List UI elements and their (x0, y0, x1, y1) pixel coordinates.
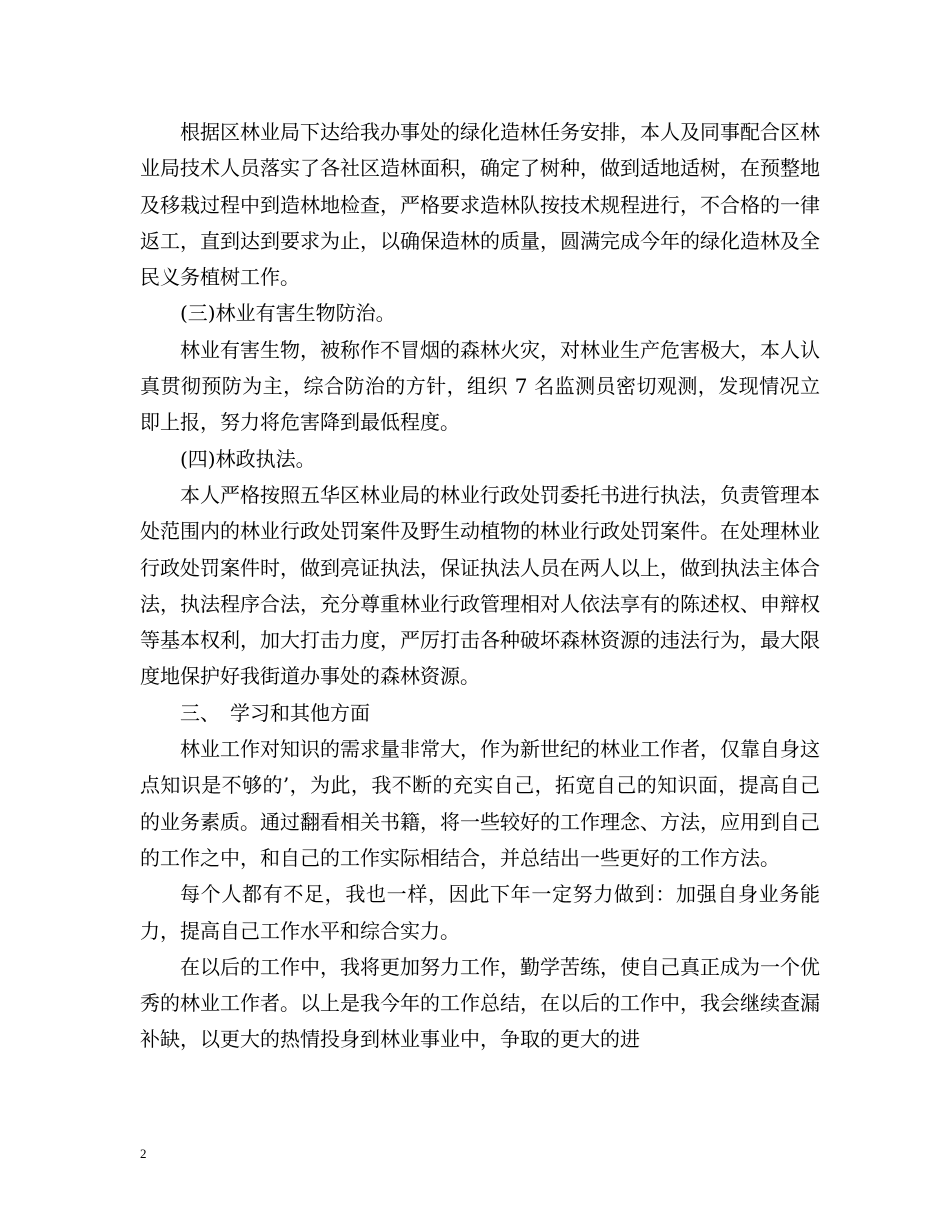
paragraph-forest-law: 本人严格按照五华区林业局的林业行政处罚委托书进行执法，负责管理本处范围内的林业行政处罚案件及野生动植物的林业行政处罚案件。在处理林业行政处罚案件时，做到亮证执法，保证执法人员在两人以上，做到执法主体合法，执法程序合法，充分尊重林业行政管理相对人依法享有的陈述权、申辩权等基本权利，加大打击力度，严厉打击各种破坏森林资源的违法行为，最大限度地保护好我街道办事处的森林资源。 (140, 482, 820, 689)
paragraph-conclusion: 在以后的工作中，我将更加努力工作，勤学苦练，使自己真正成为一个优秀的林业工作者。以上是我今年的工作总结，在以后的工作中，我会继续查漏补缺，以更大的热情投身到林业事业中，争取的更大的进 (140, 954, 820, 1052)
paragraph-shortcomings: 每个人都有不足，我也一样，因此下年一定努力做到：加强自身业务能力，提高自己工作水平和综合实力。 (140, 882, 820, 943)
paragraph-pest-control: 林业有害生物，被称作不冒烟的森林火灾，对林业生产危害极大，本人认真贯彻预防为主，综合防治的方针，组织 7 名监测员密切观测，发现情况立即上报，努力将危害降到最低程度。 (140, 337, 820, 435)
paragraph-study: 林业工作对知识的需求量非常大，作为新世纪的林业工作者，仅靠自身这点知识是不够的’，为此，我不断的充实自己，拓宽自己的知识面，提高自己的业务素质。通过翻看相关书籍，将一些较好的工作理念、方法，应用到自己的工作之中，和自己的工作实际相结合，并总结出一些更好的工作方法。 (140, 737, 820, 870)
section-heading-pest-control: (三)林业有害生物防治。 (180, 301, 396, 326)
page-number: 2 (140, 1146, 147, 1161)
section-heading-forest-law: (四)林政执法。 (180, 446, 316, 471)
paragraph-afforestation: 根据区林业局下达给我办事处的绿化造林任务安排，本人及同事配合区林业局技术人员落实了各社区造林面积，确定了树种，做到适地适树，在预整地及移栽过程中到造林地检查，严格要求造林队按技术规程进行，不合格的一律返工，直到达到要求为止，以确保造林的质量，圆满完成今年的绿化造林及全民义务植树工作。 (140, 120, 820, 290)
document-body (140, 114, 820, 1058)
section-heading-study: 三、 学习和其他方面 (180, 700, 370, 725)
